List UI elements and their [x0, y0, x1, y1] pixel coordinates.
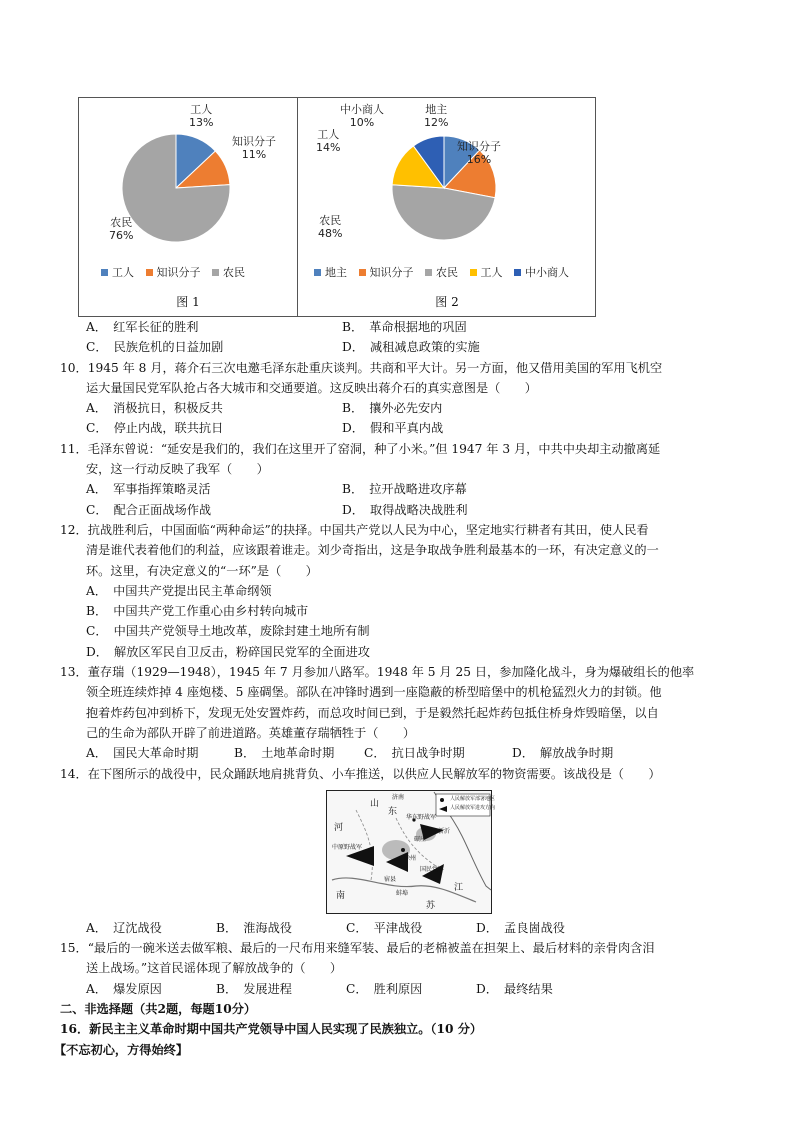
map-place: 东	[388, 806, 398, 817]
q9-options-row-1	[60, 317, 750, 337]
xuzhou-marker	[401, 848, 405, 852]
legend-swatch	[101, 269, 108, 276]
pie2-label-worker: 工人 14%	[316, 128, 341, 154]
option: A． 红军长征的胜利	[86, 320, 199, 334]
battle-map	[326, 790, 496, 914]
legend-swatch	[514, 269, 521, 276]
option: B． 淮海战役	[216, 920, 292, 935]
option: C． 配合正面战场作战	[86, 502, 212, 517]
map-place: 河	[334, 822, 344, 833]
map-place: 新沂	[438, 827, 451, 835]
option: D． 孟良崮战役	[476, 920, 565, 935]
legend-swatch	[146, 269, 153, 276]
q12-stem-3: 环。这里，有决定意义的“一环”是（ ）	[86, 563, 318, 578]
map-place: 国民党军	[420, 865, 445, 873]
q13-stem-1: 13．董存瑞（1929—1948），1945 年 7 月参加八路军。1948 年 5 月 25 日，参加隆化战斗，身为爆破组长的他率	[60, 665, 695, 680]
figure-2	[298, 98, 596, 316]
map-place: 中原野战军	[332, 843, 363, 851]
q11-options-row-2	[60, 500, 750, 520]
legend-swatch	[359, 269, 366, 276]
map-place: 蚌埠	[396, 889, 409, 897]
question-body	[54, 317, 750, 1060]
pie2-label-landlord: 地主 12%	[424, 103, 449, 129]
pie2-label-peasant: 农民 48%	[318, 214, 343, 240]
map-place: 江	[454, 882, 464, 893]
q13-stem-2: 领全班连续炸掉 4 座炮楼、5 座碉堡。部队在冲锋时遇到一座隐蔽的桥型暗堡中的机枪猛烈火力的封锁。他	[86, 685, 662, 700]
pie-chart-1	[79, 98, 297, 278]
map-place: 徐州	[404, 854, 417, 862]
legend-swatch	[425, 269, 432, 276]
q11-stem-1: 11．毛泽东曾说：“延安是我们的，我们在这里开了窑洞，种了小米。”但 1947 年 3 月，中共中央却主动撤离延	[60, 441, 661, 456]
option: D． 解放区军民自卫反击，粉碎国民党军的全面进攻	[86, 644, 370, 659]
option: B． 拉开战略进攻序幕	[342, 482, 467, 497]
q10-options-row-2	[60, 418, 750, 438]
option: B． 革命根据地的巩固	[342, 320, 467, 334]
option: D． 解放战争时期	[512, 746, 614, 761]
pie-figures	[78, 97, 596, 317]
option: B． 土地革命时期	[234, 746, 335, 761]
option: C． 民族危机的日益加剧	[86, 340, 224, 355]
option: A． 军事指挥策略灵活	[86, 482, 211, 497]
option: C． 平津战役	[346, 920, 423, 935]
option: B． 中国共产党工作重心由乡村转向城市	[86, 604, 309, 619]
option: D． 假和平真内战	[342, 421, 444, 436]
pie2-label-intellectual: 知识分子 16%	[457, 140, 501, 166]
q15-stem-2: 送上战场。”这首民谣体现了解放战争的（ ）	[86, 961, 343, 976]
legend-swatch	[470, 269, 477, 276]
q12-stem-1: 12．抗战胜利后，中国面临“两种命运”的抉择。中国共产党以人民为中心，坚定地实行耕者有其田，使人民看	[60, 522, 649, 537]
theme-heading: 【不忘初心，方得始终】	[54, 1042, 189, 1057]
q15-stem-1: 15．“最后的一碗米送去做军粮、最后的一尺布用来缝军装、最后的老棉被盖在担架上、最后材料的亲骨肉含泪	[60, 941, 655, 956]
legend-swatch	[314, 269, 321, 276]
option: C． 抗日战争时期	[364, 746, 465, 761]
q16-stem: 16．新民主主义革命时期中国共产党领导中国人民实现了民族独立。（10 分）	[60, 1022, 483, 1037]
option: C． 中国共产党领导土地改革，废除封建土地所有制	[86, 624, 370, 639]
option: A． 消极抗日，积极反共	[86, 401, 223, 416]
option: A． 辽沈战役	[86, 920, 162, 935]
q10-stem-2: 运大量国民党军队抢占各大城市和交通要道。这反映出蒋介石的真实意图是（ ）	[86, 380, 537, 395]
map-legend: 人民解放军部署地区 人民解放军进攻方向	[450, 795, 496, 811]
q10-stem-1: 10．1945 年 8 月，蒋介石三次电邀毛泽东赴重庆谈判。共商和平大计。另一方面，他又借用美国的军用飞机空	[60, 360, 663, 375]
q11-options-row-1	[60, 479, 750, 499]
map-place: 宿县	[384, 875, 397, 883]
map-place: 南	[336, 890, 346, 901]
map-place: 苏	[426, 900, 436, 911]
map-place: 山	[370, 798, 380, 809]
option: D． 减租减息政策的实施	[342, 340, 480, 355]
q15-options-row	[60, 979, 750, 999]
legend-swatch	[212, 269, 219, 276]
figure-1	[79, 98, 297, 316]
q11-stem-2: 安，这一行动反映了我军（ ）	[86, 462, 269, 477]
q10-options-row-1	[60, 398, 750, 418]
map-place: 碾庄	[414, 835, 427, 843]
option: B． 发展进程	[216, 981, 292, 996]
q14-stem-1: 14．在下图所示的战役中，民众踊跃地肩挑背负、小车推送，以供应人民解放军的物资需要。该战役是（ ）	[60, 766, 661, 781]
q9-options-row-2	[60, 337, 750, 357]
option: C． 停止内战，联共抗日	[86, 421, 224, 436]
q13-options-row	[60, 743, 750, 763]
pie1-label-peasant: 农民 76%	[109, 216, 134, 242]
option: D． 取得战略决战胜利	[342, 502, 468, 517]
pie1-label-worker: 工人 13%	[189, 103, 214, 129]
option: D． 最终结果	[476, 981, 553, 996]
section-2-heading: 二、非选择题（共2题，每题10分）	[60, 1002, 257, 1017]
pie1-label-intellectual: 知识分子 11%	[232, 135, 276, 161]
option: C． 胜利原因	[346, 981, 423, 996]
pie2-legend: 地主 知识分子 农民 工人 中小商人	[306, 264, 569, 280]
option: A． 国民大革命时期	[86, 746, 199, 761]
map-place: 济南	[392, 793, 405, 801]
option: B． 攘外必先安内	[342, 401, 443, 416]
option: A． 爆发原因	[86, 981, 162, 996]
map-place: 华东野战军	[406, 813, 437, 821]
q13-stem-4: 己的生命为部队开辟了前进道路。英雄董存瑞牺牲于（ ）	[86, 725, 416, 740]
option: A． 中国共产党提出民主革命纲领	[86, 583, 272, 598]
figure-2-caption: 图 2	[435, 295, 459, 309]
q13-stem-3: 抱着炸药包冲到桥下，发现无处安置炸药，而总攻时间已到，于是毅然托起炸药包抵住桥身炸毁暗堡，以自	[86, 705, 659, 720]
pie2-label-merchant: 中小商人 10%	[340, 103, 384, 129]
figure-1-caption: 图 1	[176, 295, 200, 309]
q12-stem-2: 清是谁代表着他们的利益，应该跟着谁走。刘少奇指出，这是争取战争胜利最基本的一环，有决定意义的一	[86, 543, 659, 558]
pie1-legend: 工人 知识分子 农民	[93, 264, 245, 280]
q14-options-row	[60, 918, 750, 938]
